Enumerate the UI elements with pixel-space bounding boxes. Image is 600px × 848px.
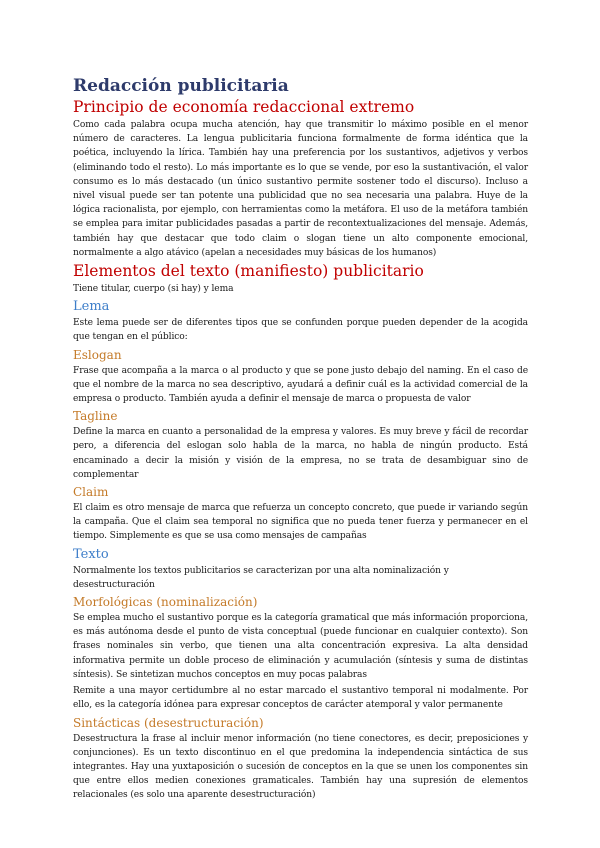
paragraph-sintacticas: Desestructura la frase al incluir menor información (no tiene conectores, es decir, preposiciones y conjunciones). Es un texto discontinuo en el que predomina la independencia sintáctica de sus integrantes. Hay una yuxtaposición o sucesión de conceptos en la que se unen los componentes sin que entre ellos medien conexiones gramaticales. También hay una supresión de elementos relacionales (es solo una aparente desestructuración)	[73, 733, 528, 801]
heading-elementos-texto: Elementos del texto (manifiesto) publicitario	[73, 262, 424, 281]
heading-claim: Claim	[73, 485, 109, 500]
heading-economia-redaccional: Principio de economía redaccional extremo	[73, 98, 415, 116]
heading-eslogan: Eslogan	[73, 347, 122, 362]
document-title: Redacción publicitaria	[73, 76, 289, 96]
paragraph-tagline: Define la marca en cuanto a personalidad de la empresa y valores. Es muy breve y fácil de recordar pero, a diferencia del eslogan solo habla de la marca, no habla de ningún producto. Está encaminado a decir la misión y visión de la empresa, no se trata de desambiguar sino de complementar	[73, 427, 528, 480]
heading-morfologicas: Morfológicas (nominalización)	[73, 595, 258, 610]
heading-lema: Lema	[73, 299, 110, 315]
paragraph-economia-redaccional: Como cada palabra ocupa mucha atención, hay que transmitir lo máximo posible en el menor número de caracteres. La lengua publicitaria funciona formalmente de forma idéntica que la poética, incluyendo la lírica. También hay una preferencia por los sustantivos, adjetivos y verbos (eliminando todo el resto). Lo más importante es lo que se vende, por eso la sustantivación, el valor consumo es lo más destacado (un único sustantivo permite sostener todo el discurso). Incluso a nivel visual puede ser tan potente una publicidad que no sea necesaria una palabra. Huye de la lógica racionalista, por ejemplo, con herramientas como la metáfora. El uso de la metáfora también se emplea para imitar publicidades pasadas a partir de recontextualizaciones del mensaje. Además, también hay que destacar que todo claim o slogan tiene un alto componente emocional, normalmente a algo atávico (apelan a necesidades muy básicas de los humanos)	[73, 120, 528, 258]
paragraph-eslogan: Frase que acompaña a la marca o al producto y que se pone justo debajo del naming. En el caso de que el nombre de la marca no sea descriptivo, ayudará a definir cuál es la actividad comercial de la empresa o producto. También ayuda a definir el mensaje de marca o propuesta de valor	[73, 365, 528, 405]
document-body	[73, 76, 528, 805]
paragraph-morfologicas-1: Se emplea mucho el sustantivo porque es la categoría gramatical que más información proporciona, es más autónoma desde el punto de vista conceptual (puede funcionar en cualquier contexto). Son frases nominales sin verbo, que tienen una alta concentración expresiva. La alta densidad informativa permite un doble proceso de eliminación y acumulación (síntesis y suma de distintas síntesis). Se sintetizan muchos conceptos en muy pocas palabras	[73, 613, 528, 680]
heading-sintacticas: Sintácticas (desestructuración)	[73, 715, 264, 730]
paragraph-claim: El claim es otro mensaje de marca que refuerza un concepto concreto, que puede ir variando según la campaña. Que el claim sea temporal no significa que no pueda tener fuerza y permanecer en el tiempo. Simplemente es que se usa como mensajes de campañas	[73, 503, 528, 542]
paragraph-elementos-texto: Tiene titular, cuerpo (si hay) y lema	[73, 284, 234, 295]
heading-tagline: Tagline	[73, 409, 118, 424]
paragraph-lema: Este lema puede ser de diferentes tipos que se confunden porque pueden depender de la acogida que tengan en el público:	[73, 318, 528, 343]
paragraph-texto: Normalmente los textos publicitarios se caracterizan por una alta nominalización y desestructuración	[73, 565, 449, 590]
heading-texto: Texto	[73, 546, 109, 562]
paragraph-morfologicas-2: Remite a una mayor certidumbre al no estar marcado el sustantivo temporal ni modalmente. Por ello, es la categoría idónea para expresar conceptos de carácter atemporal y valor permanente	[73, 686, 528, 711]
